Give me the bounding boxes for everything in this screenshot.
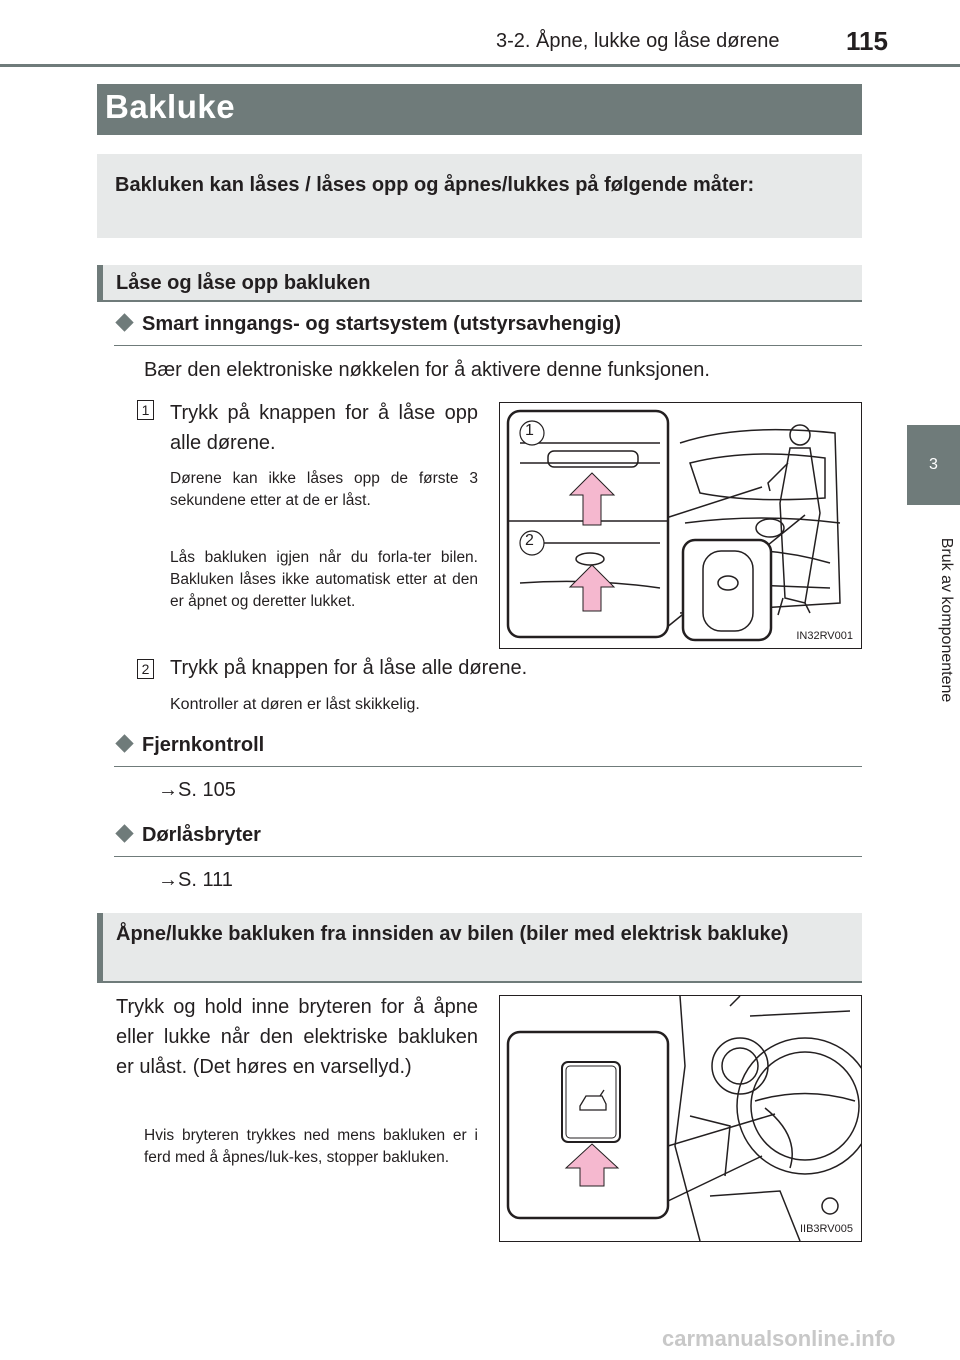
diamond-bullet-icon (115, 313, 133, 331)
step-1-note-2: Lås bakluken igjen når du forla-ter bilen. Bakluken låses ikke automatisk etter at den er åpnet og deretter lukket. (170, 549, 478, 610)
subsection-heading-switch (114, 824, 862, 857)
step-number-1: 1 (137, 400, 154, 420)
figure-code: IN32RV001 (796, 630, 853, 642)
tailgate-illustration (499, 402, 862, 649)
subsection-heading-remote (114, 734, 862, 767)
chapter-label (934, 505, 958, 735)
diamond-bullet-icon (115, 824, 133, 842)
remote-page-reference: →S. 105 (158, 779, 236, 801)
step-1-text: Trykk på knappen for å låse opp alle dørene. (170, 402, 478, 454)
page-title: Bakluke (97, 84, 862, 135)
chapter-tab: 3 (907, 425, 960, 505)
tailgate-switch-illustration (499, 995, 862, 1242)
callout-1: 1 (525, 422, 534, 439)
section-heading-lock: Låse og låse opp bakluken (97, 265, 862, 302)
chapter-label-text: Bruk av komponentene (938, 537, 955, 703)
header-divider (0, 64, 960, 67)
header-section-title: 3-2. Åpne, lukke og låse dørene (496, 30, 780, 52)
figure-code: IIB3RV005 (799, 1223, 853, 1235)
step-2-text: Trykk på knappen for å låse alle dørene. (170, 657, 528, 679)
power-tailgate-note: Hvis bryteren trykkes ned mens bakluken er i ferd med å åpnes/luk-kes, stopper bakluken. (144, 1127, 478, 1166)
smart-description: Bær den elektroniske nøkkelen for å aktivere denne funksjonen. (144, 359, 710, 381)
step-1-note-1: Dørene kan ikke låses opp de første 3 sekundene etter at de er låst. (170, 470, 478, 509)
diamond-bullet-icon (115, 734, 133, 752)
switch-page-reference: →S. 111 (158, 869, 233, 891)
section-heading-power-tailgate: Åpne/lukke bakluken fra innsiden av bilen (biler med elektrisk bakluke) (97, 913, 862, 983)
intro-box: Bakluken kan låses / låses opp og åpnes/lukkes på følgende måter: (97, 154, 862, 238)
power-tailgate-description: Trykk og hold inne bryteren for å åpne eller lukke når den elektriske bakluken er ulåst. (Det høres en varsellyd.) (116, 996, 478, 1078)
subsection-heading-smart (114, 313, 862, 346)
subsection-heading-switch-text: Dørlåsbryter (142, 824, 261, 846)
callout-2: 2 (525, 532, 534, 549)
step-number-2: 2 (137, 659, 154, 679)
tailgate-drawing (500, 403, 861, 648)
subsection-heading-smart-text: Smart inngangs- og startsystem (utstyrsavhengig) (142, 313, 621, 335)
page-number: 115 (846, 26, 888, 56)
dashboard-drawing (500, 996, 861, 1241)
watermark: carmanualsonline.info (662, 1326, 896, 1351)
subsection-heading-remote-text: Fjernkontroll (142, 734, 265, 756)
step-2-note: Kontroller at døren er låst skikkelig. (170, 696, 420, 713)
